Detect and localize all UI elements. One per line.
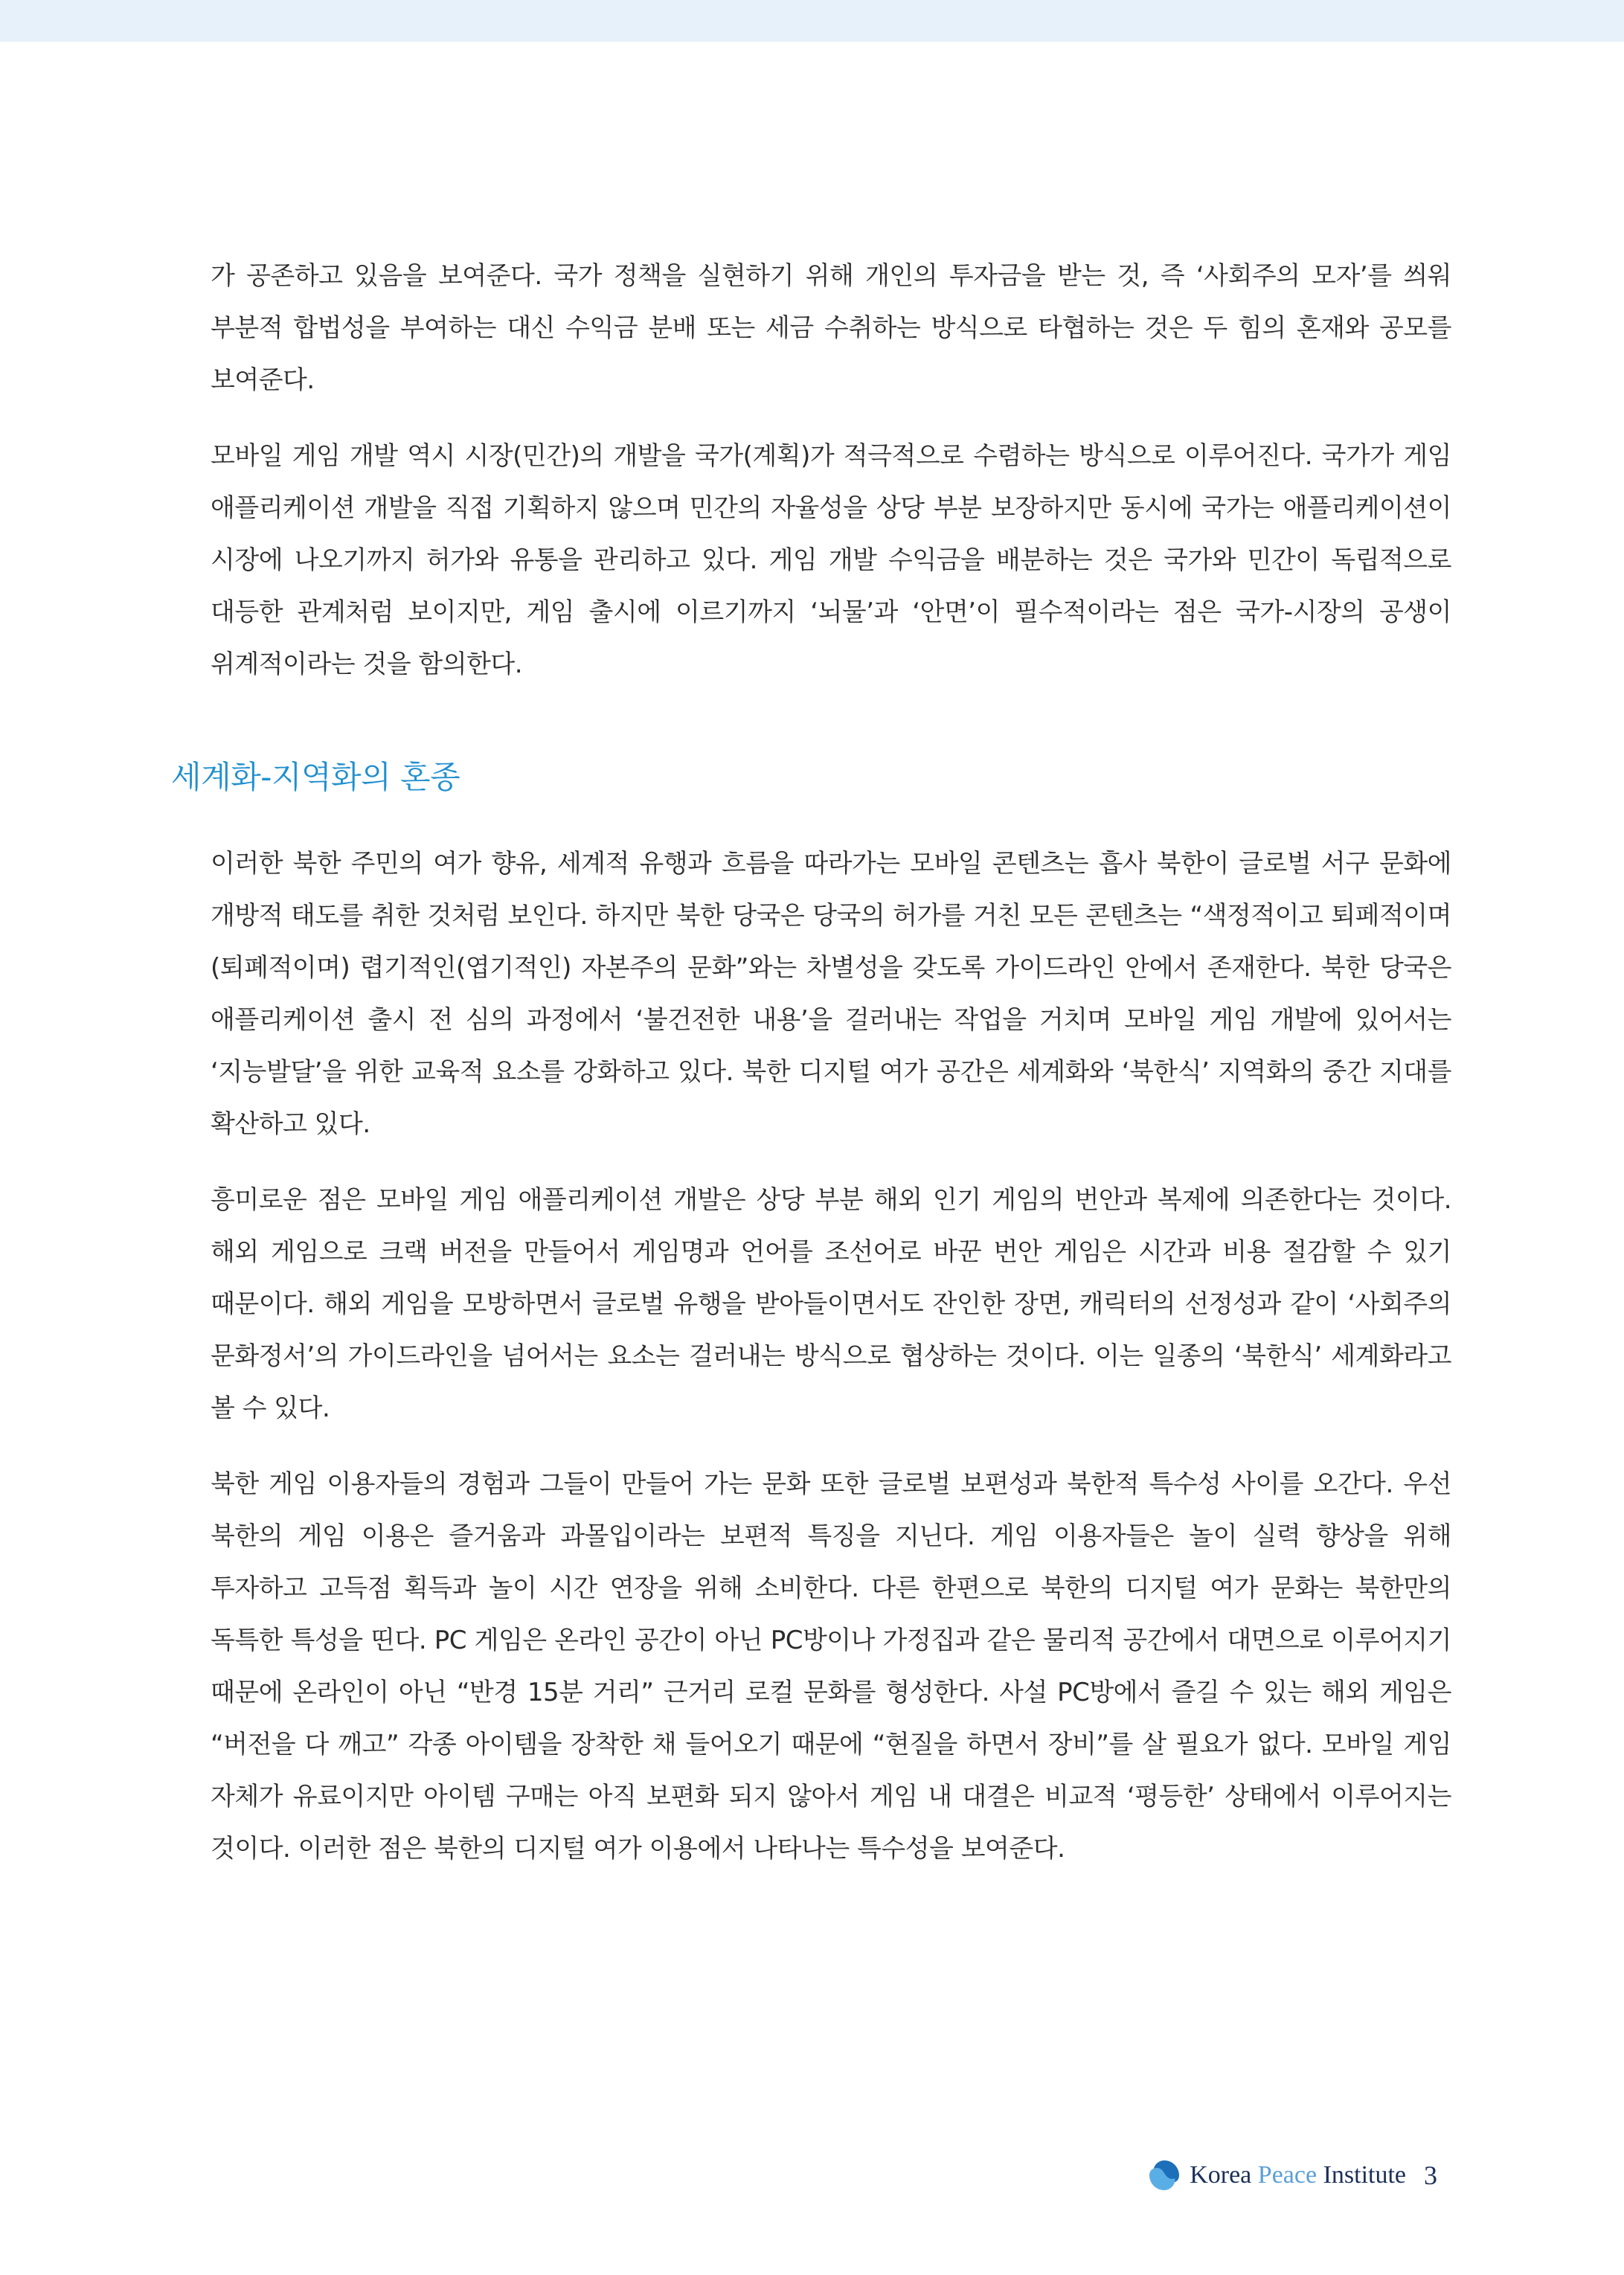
page-footer	[1146, 2153, 1437, 2198]
institute-name: Korea Peace Institute	[1190, 2161, 1406, 2189]
body-text-top	[211, 250, 1451, 714]
paragraph: 북한 게임 이용자들의 경험과 그들이 만들어 가는 문화 또한 글로벌 보편성과 북한적 특수성 사이를 오간다. 우선 북한의 게임 이용은 즐거움과 과몰입이라는 보편적 특징을 지닌다. 게임 이용자들은 놀이 실력 향상을 위해 투자하고 고득점 획득과 놀이 시간 연장을 위해 소비한다. 다른 한편으로 북한의 디지털 여가 문화는 북한만의 독특한 특성을 띤다. PC 게임은 온라인 공간이 아닌 PC방이나 가정집과 같은 물리적 공간에서 대면으로 이루어지기 때문에 온라인이 아닌 “반경 15분 거리” 근거리 로컬 문화를 형성한다. 사설 PC방에서 즐길 수 있는 해외 게임은 “버전을 다 깨고” 각종 아이템을 장착한 채 들어오기 때문에 “현질을 하면서 장비”를 살 필요가 없다. 모바일 게임 자체가 유료이지만 아이템 구매는 아직 보편화 되지 않아서 게임 내 대결은 비교적 ‘평등한’ 상태에서 이루어지는 것이다. 이러한 점은 북한의 디지털 여가 이용에서 나타나는 특수성을 보여준다.	[211, 1469, 1451, 1864]
section-heading: 세계화-지역화의 혼종	[171, 759, 460, 795]
kpi-logo-icon	[1146, 2157, 1182, 2193]
paragraph: 흥미로운 점은 모바일 게임 애플리케이션 개발은 상당 부분 해외 인기 게임의 번안과 복제에 의존한다는 것이다. 해외 게임으로 크랙 버전을 만들어서 게임명과 언어를 조선어로 바꾼 번안 게임은 시간과 비용 절감할 수 있기 때문이다. 해외 게임을 모방하면서 글로벌 유행을 받아들이면서도 잔인한 장면, 캐릭터의 선정성과 같이 ‘사회주의 문화정서’의 가이드라인을 넘어서는 요소는 걸러내는 방식으로 협상하는 것이다. 이는 일종의 ‘북한식’ 세계화라고 볼 수 있다.	[211, 1185, 1451, 1423]
body-text-section	[211, 838, 1451, 1899]
page-number: 3	[1424, 2160, 1437, 2190]
paragraph: 이러한 북한 주민의 여가 향유, 세계적 유행과 흐름을 따라가는 모바일 콘텐츠는 흡사 북한이 글로벌 서구 문화에 개방적 태도를 취한 것처럼 보인다. 하지만 북한 당국은 당국의 허가를 거친 모든 콘텐츠는 “색정적이고 퇴페적이며(퇴폐적이며) 렵기적인(엽기적인) 자본주의 문화”와는 차별성을 갖도록 가이드라인 안에서 존재한다. 북한 당국은 애플리케이션 출시 전 심의 과정에서 ‘불건전한 내용’을 걸러내는 작업을 거치며 모바일 게임 개발에 있어서는 ‘지능발달’을 위한 교육적 요소를 강화하고 있다. 북한 디지털 여가 공간은 세계화와 ‘북한식’ 지역화의 중간 지대를 확산하고 있다.	[211, 849, 1451, 1139]
top-header-band	[0, 0, 1624, 42]
paragraph: 모바일 게임 개발 역시 시장(민간)의 개발을 국가(계획)가 적극적으로 수렴하는 방식으로 이루어진다. 국가가 게임 애플리케이션 개발을 직접 기획하지 않으며 민간의 자율성을 상당 부분 보장하지만 동시에 국가는 애플리케이션이 시장에 나오기까지 허가와 유통을 관리하고 있다. 게임 개발 수익금을 배분하는 것은 국가와 민간이 독립적으로 대등한 관계처럼 보이지만, 게임 출시에 이르기까지 ‘뇌물’과 ‘안면’이 필수적이라는 점은 국가-시장의 공생이 위계적이라는 것을 함의한다.	[211, 441, 1451, 679]
paragraph: 가 공존하고 있음을 보여준다. 국가 정책을 실현하기 위해 개인의 투자금을 받는 것, 즉 ‘사회주의 모자’를 씌워 부분적 합법성을 부여하는 대신 수익금 분배 또는 세금 수취하는 방식으로 타협하는 것은 두 힘의 혼재와 공모를 보여준다.	[211, 261, 1451, 395]
